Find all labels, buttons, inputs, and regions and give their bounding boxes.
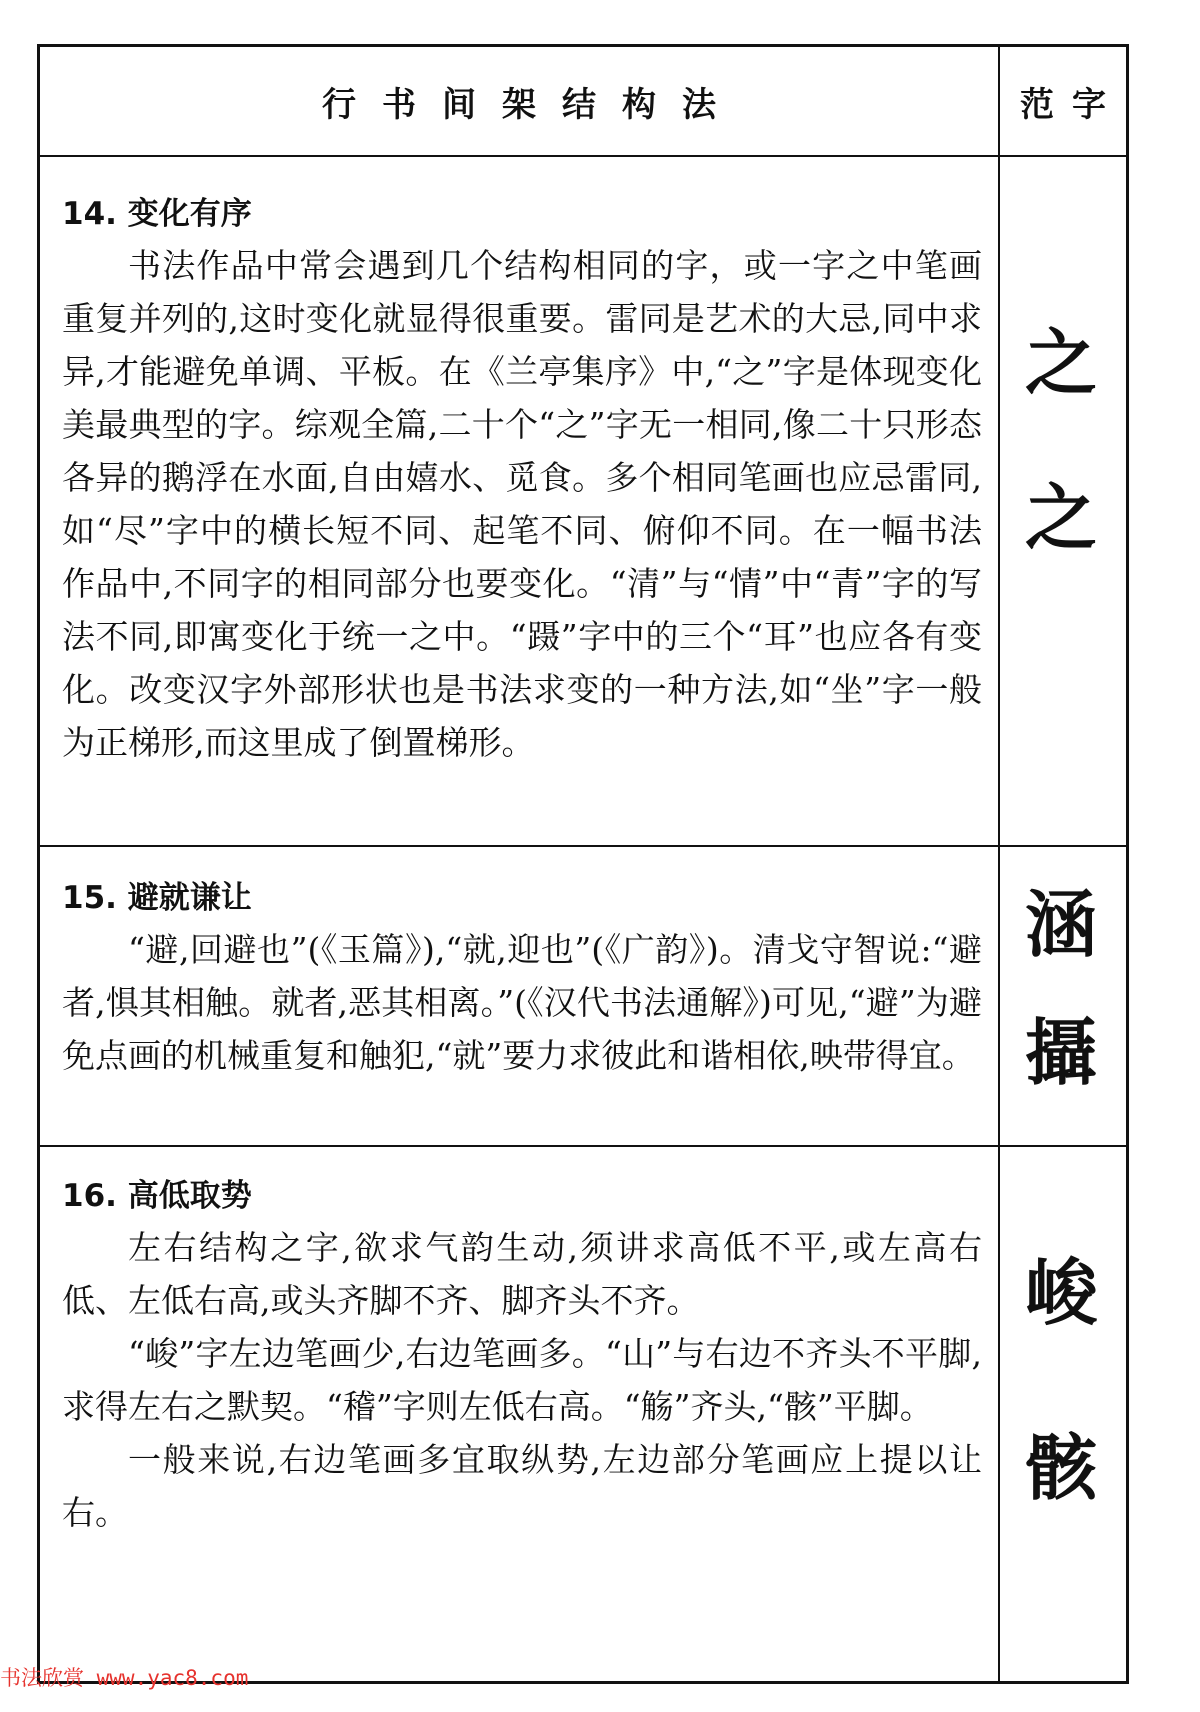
sample-character: 峻 [1024,1250,1097,1335]
section-title: 15. 避就谦让 [62,880,252,916]
content-table [37,44,1129,1684]
sample-character: 之 [1024,320,1097,405]
section-title: 14. 变化有序 [62,196,252,232]
section-16 [40,1147,1126,1681]
section-paragraph: 左右结构之字,欲求气韵生动,须讲求高低不平,或左高右低、左低右高,或头齐脚不齐、脚齐头不齐。 [62,1228,982,1320]
header-row [40,47,1126,157]
sample-character: 之 [1024,475,1097,560]
section-15 [40,847,1126,1147]
section-title: 16. 高低取势 [62,1178,252,1214]
header-sample-label: 范字 [1020,84,1124,125]
site-watermark: 书法欣赏 www.yac8.com [0,1666,249,1690]
sample-character: 攝 [1024,1010,1097,1095]
section-14 [40,157,1126,847]
section-paragraph: 书法作品中常会遇到几个结构相同的字，或一字之中笔画重复并列的,这时变化就显得很重要。雷同是艺术的大忌,同中求异,才能避免单调、平板。在《兰亭集序》中,“之”字是体现变化美最典型的字。综观全篇,二十个“之”字无一相同,像二十只形态各异的鹅浮在水面,自由嬉水、觅食。多个相同笔画也应忌雷同,如“尽”字中的横长短不同、起笔不同、俯仰不同。在一幅书法作品中,不同字的相同部分也要变化。“清”与“情”中“青”字的写法不同,即寓变化于统一之中。“蹑”字中的三个“耳”也应各有变化。改变汉字外部形状也是书法求变的一种方法,如“坐”字一般为正梯形,而这里成了倒置梯形。 [62,246,982,762]
sample-character: 涵 [1024,882,1097,967]
section-paragraph: “峻”字左边笔画少,右边笔画多。“山”与右边不齐头不平脚,求得左右之默契。“稽”字则左低右高。“觞”齐头,“骸”平脚。 [62,1334,982,1426]
sample-character: 骸 [1024,1425,1097,1510]
header-title: 行书间架结构法 [322,84,742,125]
section-paragraph: “避,回避也”(《玉篇》),“就,迎也”(《广韵》)。清戈守智说:“避者,惧其相触。就者,恶其相离。”(《汉代书法通解》)可见,“避”为避免点画的机械重复和触犯,“就”要力求彼此和谐相依,映带得宜。 [62,930,982,1075]
section-paragraph: 一般来说,右边笔画多宜取纵势,左边部分笔画应上提以让右。 [62,1440,982,1532]
